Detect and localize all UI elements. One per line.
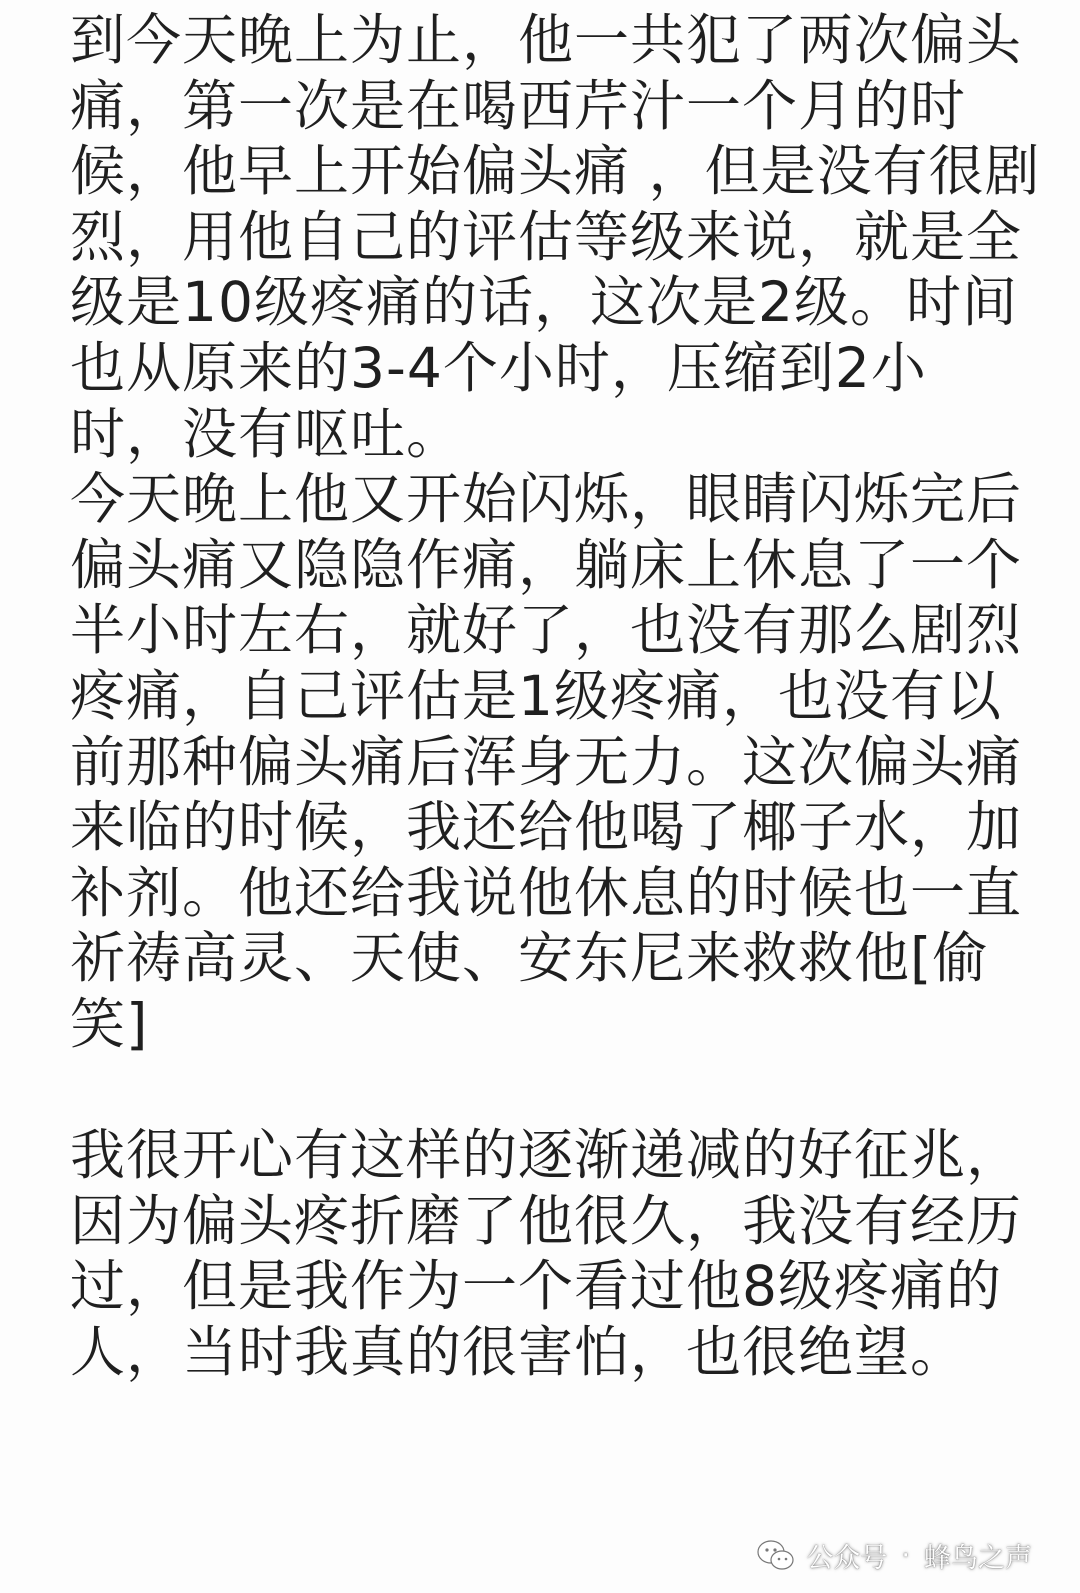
text-line: 偏头痛又隐隐作痛，躺床上休息了一个	[70, 532, 1023, 597]
watermark-source: 公众号	[806, 1543, 888, 1574]
watermark-separator: ·	[901, 1540, 910, 1571]
blank-line	[70, 1058, 990, 1124]
text-line: 今天晚上他又开始闪烁，眼睛闪烁完后	[70, 467, 1023, 532]
text-line: 笑]	[70, 991, 149, 1056]
text-line: 疼痛，自己评估是1级疼痛，也没有以	[70, 663, 1002, 728]
text-line: 过，但是我作为一个看过他8级疼痛的	[70, 1254, 1002, 1319]
text-line: 级是10级疼痛的话，这次是2级。时间	[70, 270, 1018, 335]
wechat-official-account-icon	[756, 1538, 796, 1574]
text-line: 祈祷高灵、天使、安东尼来救救他[偷	[70, 926, 989, 991]
text-line: 人，当时我真的很害怕，也很绝望。	[70, 1319, 967, 1384]
text-line: 半小时左右，就好了，也没有那么剧烈	[70, 598, 1023, 663]
watermark-account: 蜂鸟之声	[924, 1543, 1032, 1574]
text-line: 候，他早上开始偏头痛 ，但是没有很剧	[70, 139, 1041, 204]
text-line: 我很开心有这样的逐渐递减的好征兆，	[70, 1123, 1023, 1188]
article-text	[70, 8, 1041, 1385]
text-line: 前那种偏头痛后浑身无力。这次偏头痛	[70, 729, 1023, 794]
text-line: 烈，用他自己的评估等级来说，就是全	[70, 204, 1023, 269]
text-line: 因为偏头疼折磨了他很久，我没有经历	[70, 1188, 1023, 1253]
watermark	[756, 1536, 1032, 1575]
text-line: 时，没有呕吐。	[70, 401, 463, 466]
text-line: 补剂。他还给我说他休息的时候也一直	[70, 860, 1023, 925]
text-line: 痛，第一次是在喝西芹汁一个月的时	[70, 73, 967, 138]
text-line: 来临的时候，我还给他喝了椰子水，加	[70, 795, 1023, 860]
text-line: 到今天晚上为止，他一共犯了两次偏头	[70, 8, 1023, 72]
text-line: 也从原来的3-4个小时，压缩到2小	[70, 335, 927, 400]
